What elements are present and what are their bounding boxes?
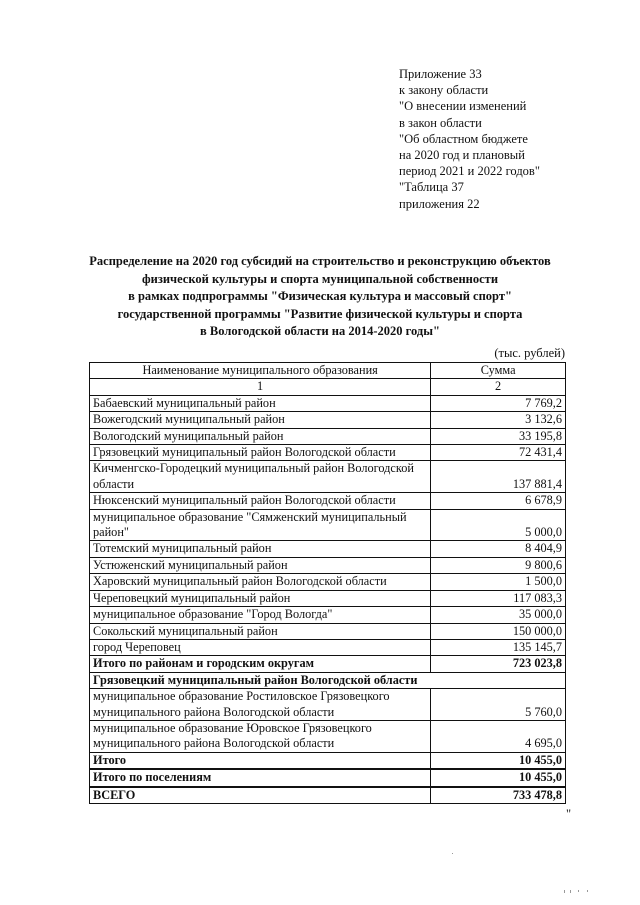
total-settlements-label: Итого по поселениям	[90, 769, 431, 786]
table-row	[90, 541, 566, 557]
appendix-line: "О внесении изменений	[399, 99, 527, 114]
row-name: Нюксенский муниципальный район Вологодской области	[90, 493, 431, 509]
title-line: в рамках подпрограммы "Физическая культура и массовый спорт"	[128, 289, 512, 303]
total-settlements-sum: 10 455,0	[431, 769, 566, 786]
row-sum: 150 000,0	[431, 623, 566, 639]
grand-total-sum: 733 478,8	[431, 787, 566, 804]
appendix-line: приложения 22	[399, 196, 480, 211]
total-label: Итого	[90, 752, 431, 769]
table-row	[90, 720, 566, 752]
row-name: муниципальное образование Юровское Грязовецкого муниципального района Вологодской области	[90, 720, 431, 752]
row-name: Грязовецкий муниципальный район Вологодской области	[90, 445, 431, 461]
row-sum: 5 760,0	[431, 689, 566, 721]
table-row	[90, 493, 566, 509]
row-name: Сокольский муниципальный район	[90, 623, 431, 639]
row-sum: 117 083,3	[431, 590, 566, 606]
scan-speck	[587, 890, 588, 892]
total-districts-row	[90, 656, 566, 672]
appendix-line: на 2020 год и плановый	[399, 148, 525, 163]
row-sum: 1 500,0	[431, 574, 566, 590]
row-name: муниципальное образование "Город Вологда"	[90, 607, 431, 623]
table-row	[90, 639, 566, 655]
table-row	[90, 607, 566, 623]
row-name: муниципальное образование "Сямженский муниципальный район"	[90, 509, 431, 541]
total-districts-label: Итого по районам и городским округам	[90, 656, 431, 672]
row-name: Кичменгско-Городецкий муниципальный район Вологодской области	[90, 461, 431, 493]
units-label: (тыс. рублей)	[494, 346, 565, 360]
title-line: физической культуры и спорта муниципальной собственности	[141, 271, 499, 286]
column-number-2: 2	[431, 379, 566, 395]
appendix-line: к закону области	[399, 83, 489, 98]
table-row	[90, 574, 566, 590]
scan-speck	[452, 853, 453, 854]
table-header-number-row	[90, 379, 566, 395]
row-sum: 33 195,8	[431, 428, 566, 444]
appendix-line: в закон области	[399, 115, 482, 130]
row-sum: 9 800,6	[431, 557, 566, 573]
row-name: город Череповец	[90, 639, 431, 655]
row-name: Харовский муниципальный район Вологодской области	[90, 574, 431, 590]
table-header-row	[90, 363, 566, 379]
table-row	[90, 557, 566, 573]
appendix-line: "Об областном бюджете	[399, 131, 528, 146]
section-title: Грязовецкий муниципальный район Вологодской области	[90, 672, 566, 688]
closing-quote: "	[566, 807, 572, 821]
row-sum: 5 000,0	[431, 509, 566, 541]
table-row	[90, 590, 566, 606]
total-row	[90, 752, 566, 769]
title-line: Распределение на 2020 год субсидий на строительство и реконструкцию объектов	[89, 254, 551, 268]
grand-total-label: ВСЕГО	[90, 787, 431, 804]
table-row	[90, 461, 566, 493]
row-name: Бабаевский муниципальный район	[90, 395, 431, 411]
table-row	[90, 428, 566, 444]
appendix-line: "Таблица 37	[399, 180, 464, 195]
appendix-header	[399, 66, 629, 212]
column-header-name: Наименование муниципального образования	[90, 363, 431, 379]
table-row	[90, 395, 566, 411]
row-sum: 137 881,4	[431, 461, 566, 493]
scan-speck	[564, 890, 565, 893]
row-sum: 4 695,0	[431, 720, 566, 752]
title-line: государственной программы "Развитие физической культуры и спорта	[117, 306, 523, 321]
appendix-line: Приложение 33	[399, 67, 482, 81]
row-sum: 135 145,7	[431, 639, 566, 655]
row-name: Устюженский муниципальный район	[90, 557, 431, 573]
scan-speck	[578, 890, 579, 892]
table-row	[90, 412, 566, 428]
row-name: Вологодский муниципальный район	[90, 428, 431, 444]
row-name: Тотемский муниципальный район	[90, 541, 431, 557]
table-row	[90, 445, 566, 461]
row-sum: 72 431,4	[431, 445, 566, 461]
scan-speck	[570, 890, 571, 893]
table-row	[90, 689, 566, 721]
total-sum: 10 455,0	[431, 752, 566, 769]
total-districts-sum: 723 023,8	[431, 656, 566, 672]
total-settlements-row	[90, 769, 566, 786]
column-number-1: 1	[90, 379, 431, 395]
subsidy-table	[89, 362, 566, 804]
title-line: в Вологодской области на 2014-2020 годы"	[200, 324, 440, 338]
row-sum: 3 132,6	[431, 412, 566, 428]
document-title	[60, 253, 580, 341]
table-row	[90, 509, 566, 541]
row-name: Череповецкий муниципальный район	[90, 590, 431, 606]
row-sum: 8 404,9	[431, 541, 566, 557]
section-header-row	[90, 672, 566, 688]
grand-total-row	[90, 787, 566, 804]
row-sum: 6 678,9	[431, 493, 566, 509]
column-header-sum: Сумма	[431, 363, 566, 379]
row-name: муниципальное образование Ростиловское Грязовецкого муниципального района Вологодской области	[90, 689, 431, 721]
row-name: Вожегодский муниципальный район	[90, 412, 431, 428]
appendix-line: период 2021 и 2022 годов"	[399, 164, 540, 179]
row-sum: 7 769,2	[431, 395, 566, 411]
row-sum: 35 000,0	[431, 607, 566, 623]
table-row	[90, 623, 566, 639]
